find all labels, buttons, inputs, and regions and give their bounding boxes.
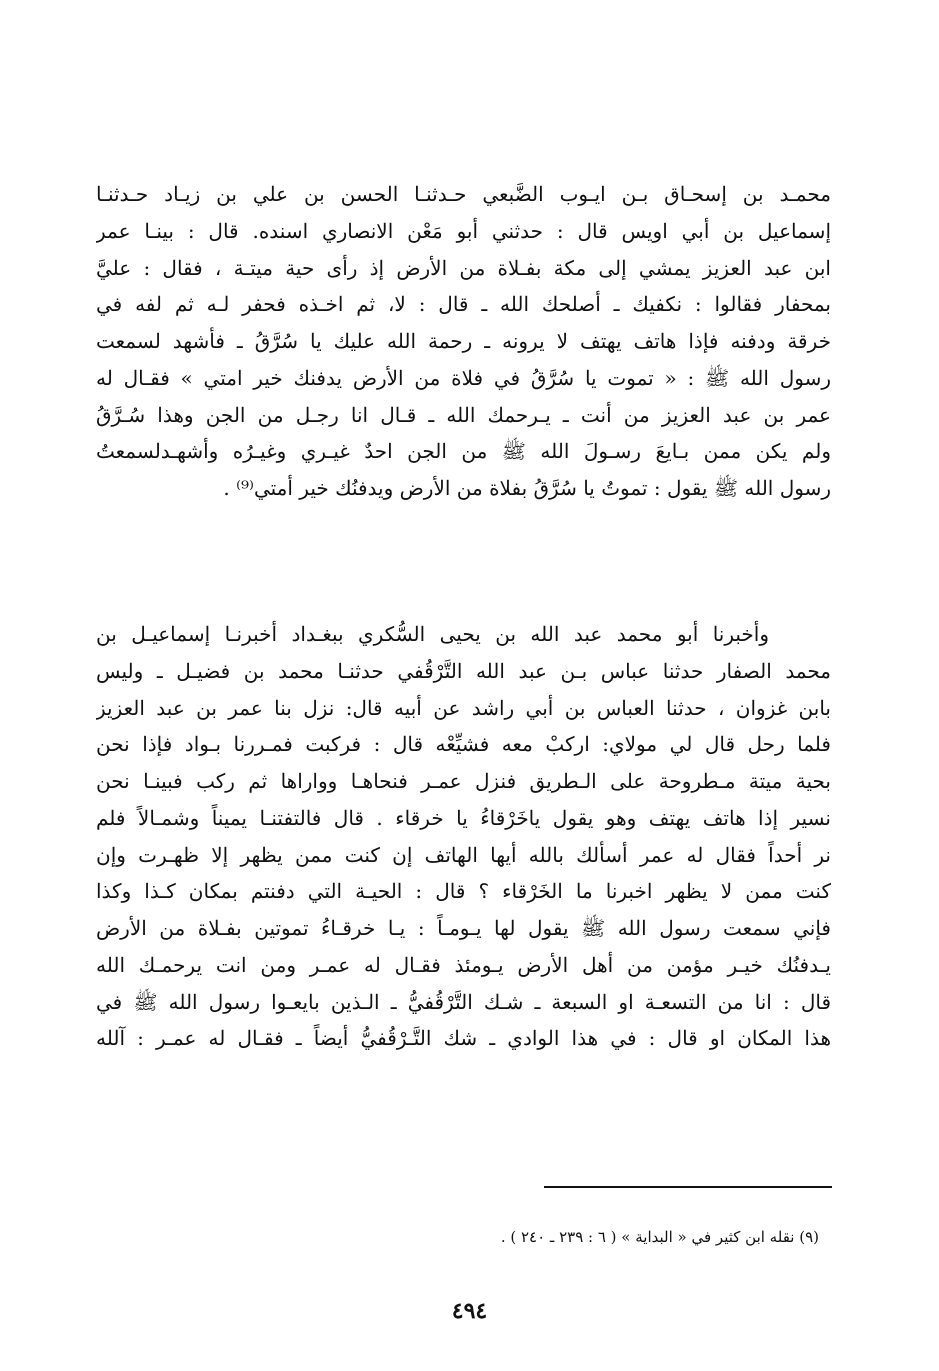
text-line: هذا المكان او قال : في هذا الوادي ـ شك التَّـرْقُفيُّ أيضاً ـ فقـال له عمـر : آلله: [96, 1026, 831, 1051]
text-line: عمر بن عبد العزيز من أنت ـ يـرحمك الله ـ قـال انا رجـل من الجن وهذا سُـرَّقُ: [96, 402, 831, 427]
text-line: خرقة ودفنه فإذا هاتف يهتف لا يرونه ـ رحمة الله عليك يا سُرَّقُ ـ فأشهد لسمعت: [96, 329, 831, 353]
text-line: إسماعيل بن أبي اويس قال : حدثني أبو مَعْن الانصاري اسنده. قال : بينـا عمر: [96, 218, 831, 243]
text-line: بمحفار فقالوا : نكفيك ـ أصلحك الله ـ قال : لا، ثم اخـذه فحفر لـه ثم لفه في: [96, 292, 831, 317]
text-line: رسول الله ﷺ : « تموت يا سُرَّقُ في فلاة من الأرض يدفنك خير امتي » فقـال له: [96, 365, 831, 390]
text-line: يـدفنُك خيـر مؤمن من أهل الأرض يـومئذ فقـال له عمـر ومن انت يرحمـك الله: [96, 952, 831, 977]
text-line: نر أحداً فقال له عمر أسألك بالله أيها الهاتف إن كنت ممن يظهر إلا ظهـرت وإن: [96, 842, 831, 867]
text-line: فإني سمعت رسول الله ﷺ يقول لها يـومـاً : يـا خرقـاءُ تموتين بفـلاة من الأرض: [96, 916, 831, 940]
footnote: (٩) نقله ابن كثير في « البداية » ( ٦ : ٢٣٩ ـ ٢٤٠ ) .: [500, 1228, 819, 1246]
text-line: رسول الله ﷺ يقول : تموتُ يا سُرَّقُ بفلاة من الأرض ويدفنُك خير أمتي⁽⁹⁾ .: [223, 476, 831, 500]
text-line: نسير إذا هاتف يهتف وهو يقول ياخَرْقاءُ يا خرقاء . قال فالتفتنـا يميناً وشمـالاً فلم: [96, 805, 831, 830]
text-line: بحية ميتة مـطروحة على الـطريق فنزل عمـر فنحاهـا وواراها ثم ركب فبينـا نحن: [96, 769, 831, 793]
text-line: فلما رحل قال لي مولاي: اركبْ معه فشيِّعْه قال : فركبت فمـررنا بـواد فإذا نحن: [96, 732, 831, 757]
text-line: قال : انا من التسعـة او السبعة ـ شـك التَّرْقُفيُّ ـ الـذين بايعـوا رسول الله ﷺ في: [96, 989, 831, 1014]
text-line: ولم يكن ممن بـايعَ رسـولَ الله ﷺ من الجن احدٌ غيـري وغيـرُه وأشهـدلسمعتُ: [96, 439, 831, 464]
text-line: ابن عبد العزيز يمشي إلى مكة بفـلاة من الأرض إذ رأى حية ميتـة ، فقال : عليَّ: [96, 255, 831, 280]
page-number: ٤٩٤: [451, 1298, 488, 1324]
text-line: محمد الصفار حدثنا عباس بـن عبد الله التَّرْقُفي حدثنـا محمد بن فضيـل ـ وليس: [96, 658, 831, 683]
text-line: وأخبرنا أبو محمد عبد الله بن يحيى السُّكري ببغـداد أخبرنـا إسماعيـل بن: [96, 622, 769, 646]
paragraph-1: [96, 176, 831, 507]
text-line: كنت ممن لا يظهر اخبرنا ما الخَرْقاء ؟ قال : الحيـة التي دفنتم بمكان كـذا وكذا: [96, 879, 831, 904]
text-line: بابن غزوان ، حدثنا العباس بن أبي راشد عن أبيه قال: نزل بنا عمر بن عبد العزيز: [96, 695, 831, 720]
text-line: محمـد بن إسحـاق بـن ايـوب الضَّبعي حـدثنـا الحسن بن علي بن زيـاد حـدثنـا: [96, 182, 831, 206]
footnote-divider: [544, 1186, 832, 1188]
paragraph-2: [96, 616, 831, 1057]
